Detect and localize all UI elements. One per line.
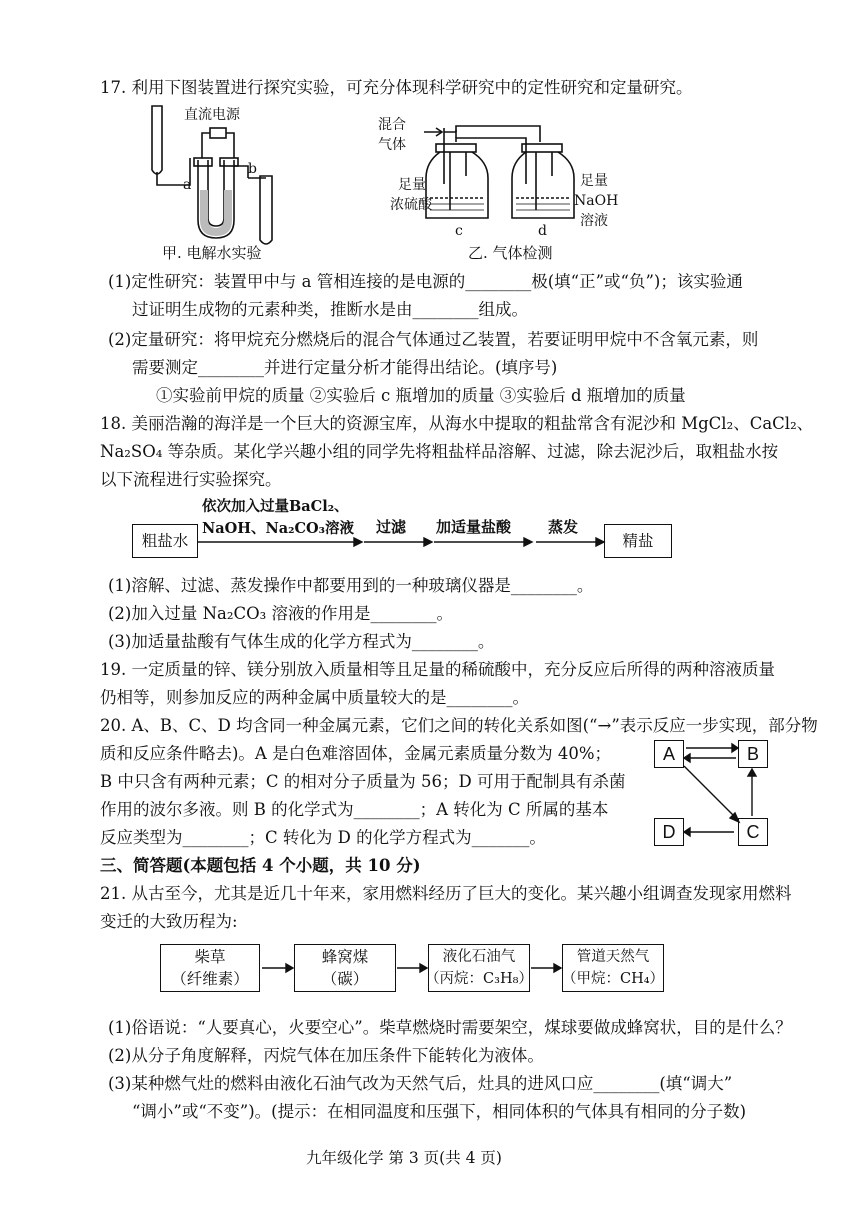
section-3-heading: 三、简答题(本题包括 4 个小题，共 10 分)	[100, 856, 421, 875]
node-c: C	[738, 818, 768, 846]
mixed-gas-label-1: 混合	[378, 117, 406, 133]
page-footer: 九年级化学 第 3 页(共 4 页)	[306, 1149, 502, 1167]
node-b: B	[738, 740, 768, 768]
q17-part2-line1: (2)定量研究：将甲烷充分燃烧后的混合气体通过乙装置，若要证明甲烷中不含氧元素，则	[108, 330, 759, 349]
fuel-name: 管道天然气	[576, 949, 650, 965]
right-bottle-label-1: 足量	[580, 173, 608, 189]
node-d: D	[654, 818, 684, 846]
q18-part2: (2)加入过量 Na₂CO₃ 溶液的作用是________。	[108, 604, 454, 623]
q17-stem: 17. 利用下图装置进行探究实验，可充分体现科学研究中的定性研究和定量研究。	[100, 78, 693, 97]
fuel-box-1	[160, 944, 260, 992]
flow-end-box: 精盐	[604, 524, 672, 558]
fuel-name: 蜂窝煤	[321, 948, 369, 966]
q21-part3-line1: (3)某种燃气灶的燃料由液化石油气改为天然气后，灶具的进风口应________(填“调大”	[108, 1074, 733, 1093]
fuel-component: （甲烷：CH₄）	[561, 971, 665, 987]
q20-line5: 反应类型为________；C 转化为 D 的化学方程式为_______。	[100, 828, 546, 847]
node-a: A	[654, 740, 684, 768]
fuel-component: （纤维素）	[171, 970, 249, 988]
mixed-gas-label-2: 气体	[378, 137, 406, 153]
fuel-name: 液化石油气	[442, 949, 516, 965]
flow-step1-label-2: NaOH、Na₂CO₃溶液	[202, 520, 355, 537]
left-bottle-label-2: 浓硫酸	[390, 197, 432, 213]
q18-line2: Na₂SO₄ 等杂质。某化学兴趣小组的同学先将粗盐样品溶解、过滤，除去泥沙后，取粗盐水按	[100, 442, 779, 461]
q18-line1: 18. 美丽浩瀚的海洋是一个巨大的资源宝库，从海水中提取的粗盐常含有泥沙和 MgCl₂、CaCl₂、	[100, 414, 814, 433]
tube-a-label: a	[183, 177, 192, 193]
flow-step1-label-1: 依次加入过量BaCl₂、	[202, 498, 349, 515]
q21-line2: 变迁的大致历程为:	[100, 912, 238, 931]
q18-part3: (3)加适量盐酸有气体生成的化学方程式为________。	[108, 632, 495, 651]
right-bottle-label-3: 溶液	[580, 213, 608, 229]
q17-part2-line2: 需要测定________并进行定量分析才能得出结论。(填序号)	[132, 358, 558, 377]
right-bottle-label-2: NaOH	[574, 193, 619, 209]
flow-step3-label: 加适量盐酸	[436, 518, 512, 536]
q21-line1: 21. 从古至今，尤其是近几十年来，家用燃料经历了巨大的变化。某兴趣小组调查发现家用燃料	[100, 884, 792, 903]
flow-start-box: 粗盐水	[132, 524, 198, 558]
power-supply-label: 直流电源	[184, 107, 240, 123]
fuel-component: （丙烷：C₃H₈）	[425, 971, 533, 987]
q17-options: ①实验前甲烷的质量 ②实验后 c 瓶增加的质量 ③实验后 d 瓶增加的质量	[156, 386, 686, 405]
figure-b-caption: 乙. 气体检测	[468, 244, 553, 262]
fuel-name: 柴草	[194, 948, 226, 966]
q21-part3-line2: “调小”或“不变”)。(提示：在相同温度和压强下，相同体积的气体具有相同的分子数)	[132, 1102, 747, 1121]
fuel-arrows	[260, 958, 570, 978]
bottle-d-label: d	[538, 223, 547, 239]
conversion-arrows	[650, 736, 774, 850]
flow-step2-label: 过滤	[376, 518, 407, 536]
q17-part1-line1: (1)定性研究：装置甲中与 a 管相连接的是电源的________极(填“正”或“负”)；该实验通	[108, 272, 743, 291]
flow-arrows	[198, 530, 608, 554]
figure-a-caption: 甲. 电解水实验	[162, 244, 262, 262]
q21-part1: (1)俗语说：“人要真心，火要空心”。柴草燃烧时需要架空，煤球要做成蜂窝状，目的是什么？	[108, 1018, 792, 1037]
q20-line4: 作用的波尔多液。则 B 的化学式为________；A 转化为 C 所属的基本	[100, 800, 609, 819]
q20-line1: 20. A、B、C、D 均含同一种金属元素，它们之间的转化关系如图(“→”表示反应一步实现，部分物	[100, 716, 818, 735]
q17-part1-line2: 过证明生成物的元素种类，推断水是由________组成。	[132, 300, 528, 319]
q18-line3: 以下流程进行实验探究。	[100, 470, 282, 489]
q21-part2: (2)从分子角度解释，丙烷气体在加压条件下能转化为液体。	[108, 1046, 544, 1065]
tube-b-label: b	[248, 161, 257, 177]
q19-line1: 19. 一定质量的锌、镁分别放入质量相等且足量的稀硫酸中，充分反应后所得的两种溶液质量	[100, 660, 775, 679]
fuel-box-4	[562, 944, 664, 992]
flow-step4-label: 蒸发	[548, 518, 579, 536]
bottle-c-label: c	[455, 223, 463, 239]
q19-line2: 仍相等，则参加反应的两种金属中质量较大的是________。	[100, 688, 529, 707]
fuel-component: （碳）	[321, 970, 369, 988]
q20-line3: B 中只含有两种元素；C 的相对分子质量为 56；D 可用于配制具有杀菌	[100, 772, 626, 791]
q18-part1: (1)溶解、过滤、蒸发操作中都要用到的一种玻璃仪器是________。	[108, 576, 594, 595]
left-bottle-label-1: 足量	[398, 177, 426, 193]
q20-line2: 质和反应条件略去)。A 是白色难溶固体，金属元素质量分数为 40%；	[100, 744, 612, 763]
